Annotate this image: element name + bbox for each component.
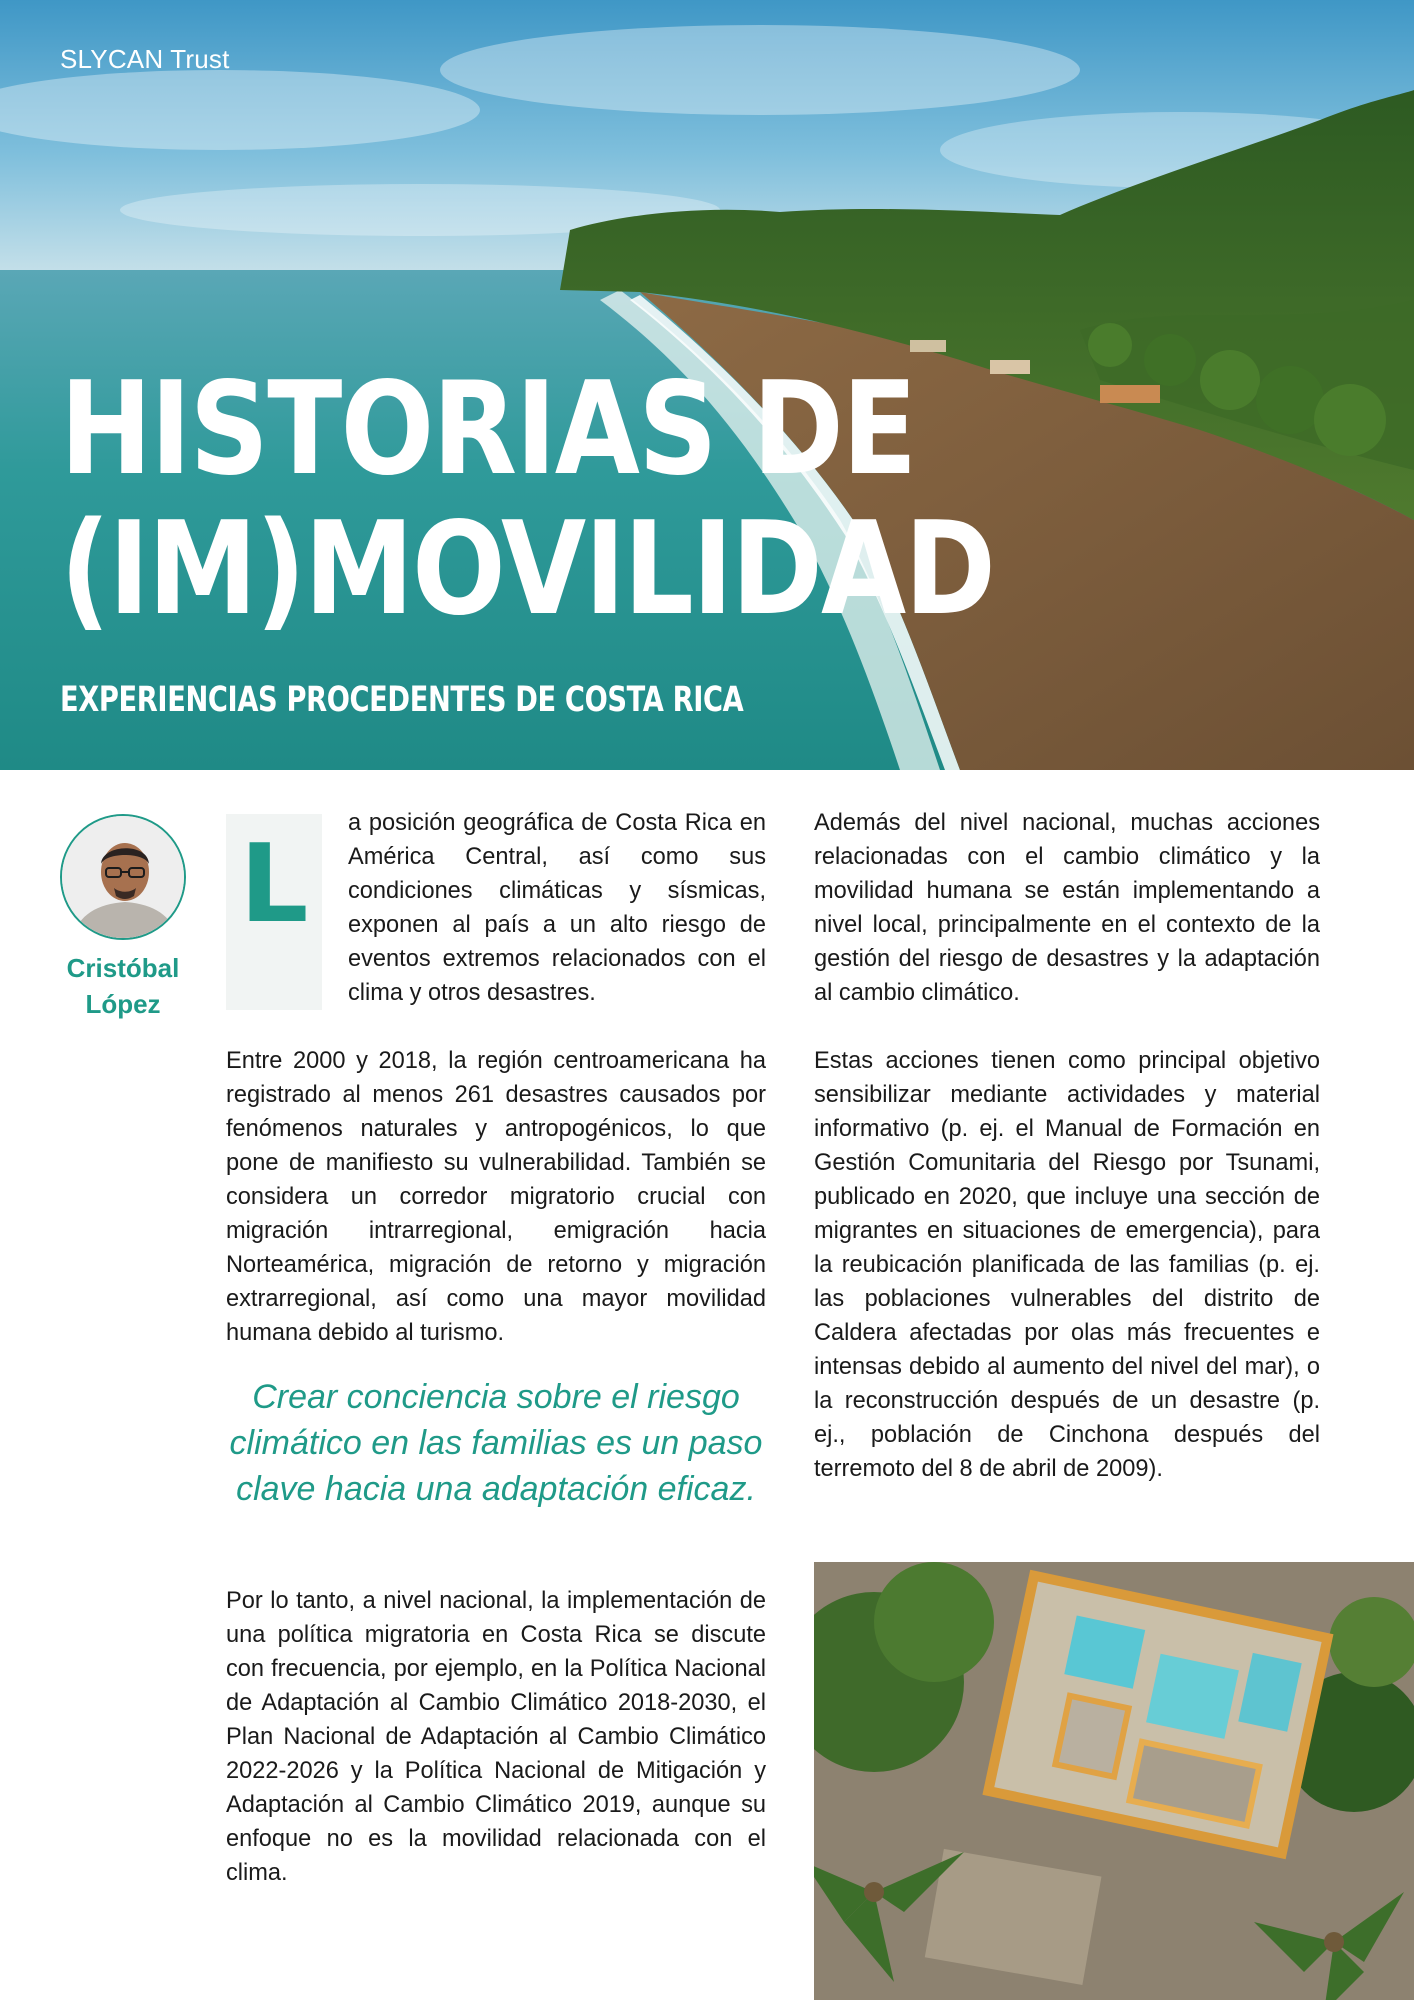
author-avatar — [60, 814, 186, 940]
page-subtitle: EXPERIENCIAS PROCEDENTES DE COSTA RICA — [60, 680, 744, 720]
author-portrait — [62, 816, 186, 940]
drop-cap: L — [239, 822, 309, 947]
aerial-ruins-image — [814, 1562, 1414, 2000]
pull-quote: Crear conciencia sobre el riesgo climático en las familias es un paso clave hacia una adaptación eficaz. — [229, 1378, 763, 1508]
paragraph-2: Entre 2000 y 2018, la región centroamericana ha registrado al menos 261 desastres causados por fenómenos naturales y antropogénicos, lo que pone de manifiesto su vulnerabilidad. También se considera un corredor migratorio crucial con migración intrarregional, emigración hacia Norteamérica, migración de retorno y migración extrarregional, así como una mayor movilidad humana debido al turismo. — [226, 1048, 766, 1346]
page-title — [60, 355, 995, 644]
author-name — [50, 950, 196, 1022]
destroyed-house-photo — [814, 1562, 1414, 2000]
title-line-1: HISTORIAS DE — [60, 355, 916, 504]
paragraph-5: Estas acciones tienen como principal objetivo sensibilizar mediante actividades y material informativo (p. ej. el Manual de Formación en Gestión Comunitaria del Riesgo por Tsunami, publicado en 2020, que incluye una sección de migrantes en situaciones de emergencia), para la reubicación planificada de las familias (p. ej. las poblaciones vulnerables del distrito de Caldera afectadas por olas más frecuentes e intensas debido al aumento del nivel del mar), o la reconstrucción después de un desastre (p. ej., población de Cinchona después del terremoto del 8 de abril de 2009). — [814, 1048, 1320, 1482]
drop-cap-box — [226, 814, 322, 1010]
author-last-name: López — [85, 989, 161, 1019]
author-first-name: Cristóbal — [66, 953, 180, 983]
paragraph-4: Además del nivel nacional, muchas acciones relacionadas con el cambio climático y la movilidad humana se están implementando a nivel local, principalmente en el contexto de la gestión del riesgo de desastres y la adaptación al cambio climático. — [814, 810, 1320, 1006]
intro-paragraph: a posición geográfica de Costa Rica en América Central, así como sus condiciones climáticas y sísmicas, exponen al país a un alto riesgo de eventos extremos relacionados con el clima y otros desastres. — [348, 810, 766, 1006]
org-name: SLYCAN Trust — [60, 44, 230, 74]
title-line-2: (IM)MOVILIDAD — [60, 495, 995, 644]
paragraph-3: Por lo tanto, a nivel nacional, la implementación de una política migratoria en Costa Rica se discute con frecuencia, por ejemplo, en la Política Nacional de Adaptación al Cambio Climático 2018-2030, el Plan Nacional de Adaptación al Cambio Climático 2022-2026 y la Política Nacional de Mitigación y Adaptación al Cambio Climático 2019, aunque su enfoque no es la movilidad relacionada con el clima. — [226, 1588, 766, 1886]
hero-banner — [0, 0, 1414, 770]
